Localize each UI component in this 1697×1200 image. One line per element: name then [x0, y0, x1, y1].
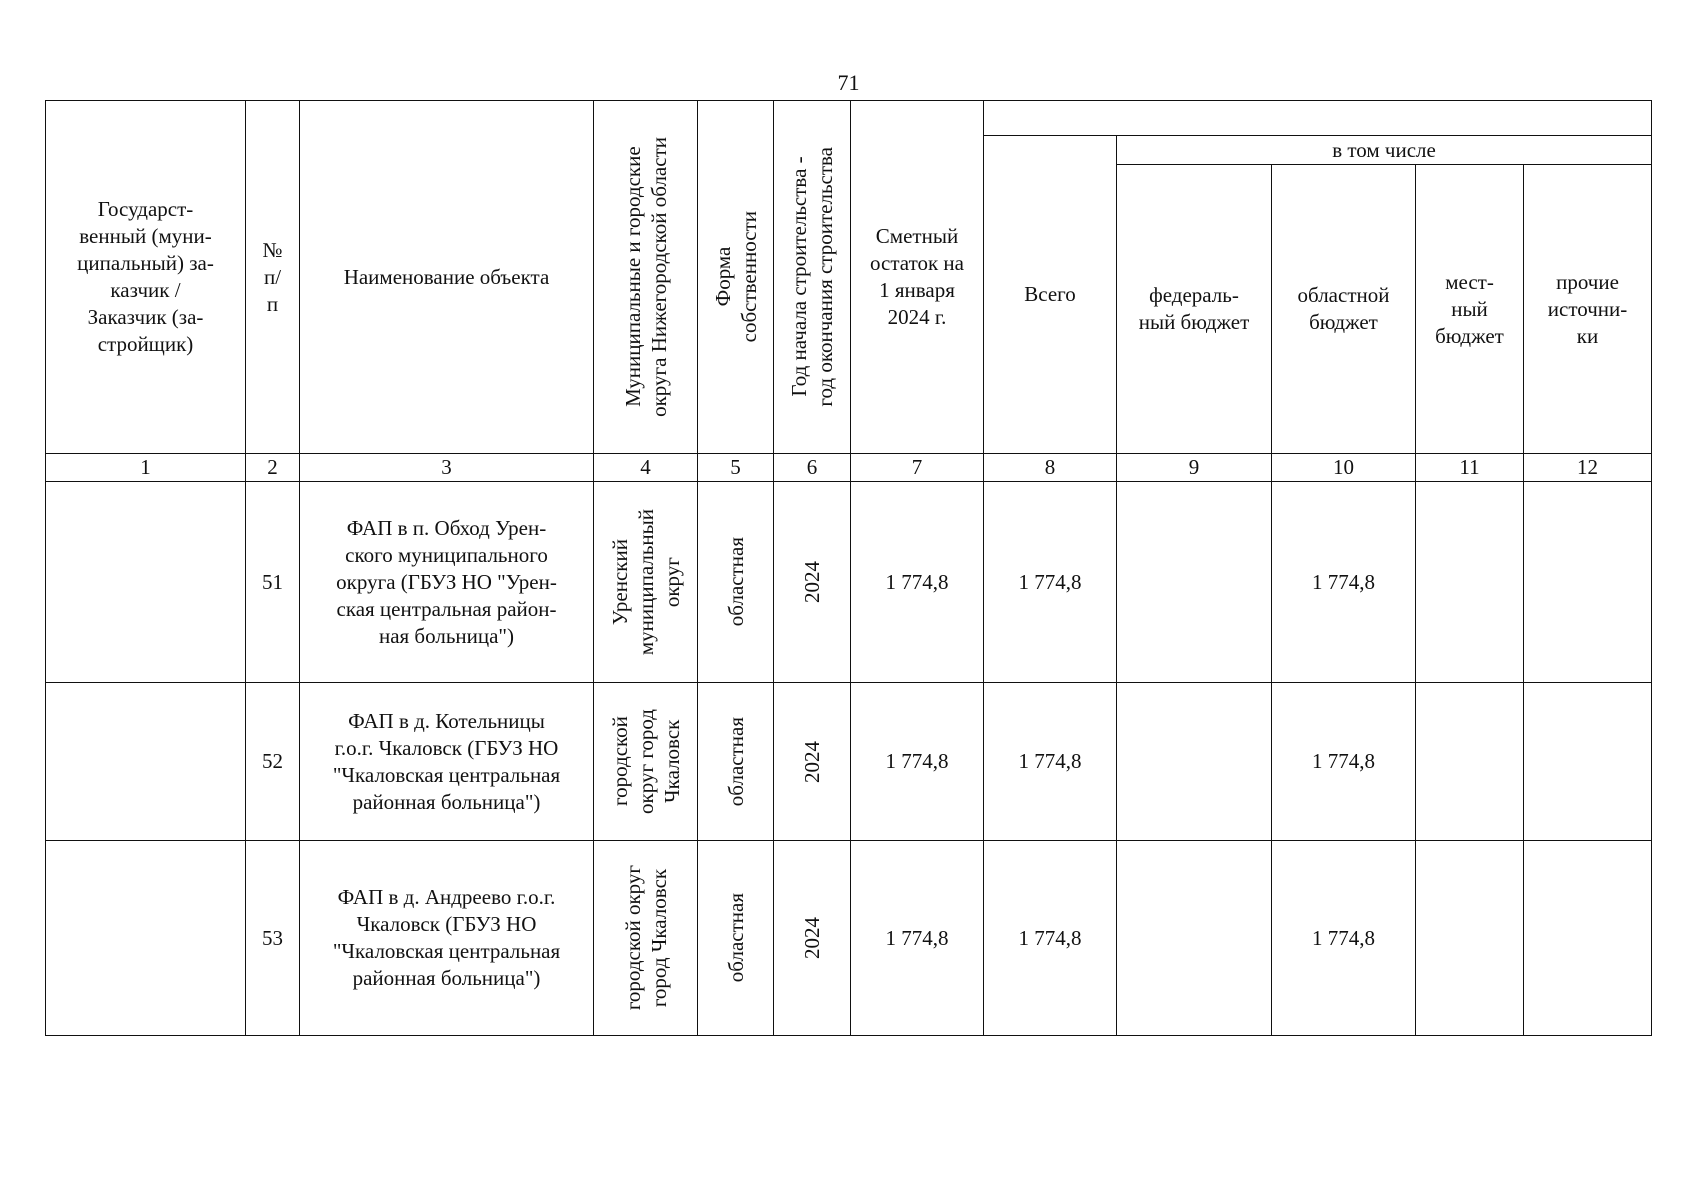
column-number: 3 — [300, 454, 594, 482]
header-including: в том числе — [1117, 136, 1652, 165]
cell-regional: 1 774,8 — [1272, 683, 1416, 841]
header-years-text: Год начала строительства - год окончания строительства — [787, 147, 837, 407]
cell-estimate: 1 774,8 — [851, 841, 984, 1036]
header-municipality — [594, 101, 698, 454]
header-total: Всего — [984, 136, 1117, 454]
page-number: 71 — [837, 70, 860, 95]
cell-municipality — [594, 841, 698, 1036]
cell-number: 51 — [246, 482, 300, 683]
cell-number: 52 — [246, 683, 300, 841]
header-federal: федераль- ный бюджет — [1117, 165, 1272, 454]
cell-object-name: ФАП в п. Обход Урен- ского муниципального округа (ГБУЗ НО "Урен- ская центральная район- ная больница") — [300, 482, 594, 683]
cell-customer — [46, 683, 246, 841]
column-number: 11 — [1416, 454, 1524, 482]
cell-years-text: 2024 — [800, 740, 824, 783]
cell-years — [774, 683, 851, 841]
header-top-blank — [984, 101, 1652, 136]
cell-estimate: 1 774,8 — [851, 482, 984, 683]
table-row — [46, 683, 1652, 841]
cell-other — [1524, 841, 1652, 1036]
column-number-row — [46, 454, 1652, 482]
cell-number: 53 — [246, 841, 300, 1036]
cell-years — [774, 482, 851, 683]
header-other: прочие источни- ки — [1524, 165, 1652, 454]
cell-customer — [46, 841, 246, 1036]
cell-total: 1 774,8 — [984, 482, 1117, 683]
header-regional: областной бюджет — [1272, 165, 1416, 454]
table-row — [46, 482, 1652, 683]
header-object-name: Наименование объекта — [300, 101, 594, 454]
cell-ownership-text: областная — [723, 716, 748, 807]
header-municipality-text: Муниципальные и городские округа Нижегородской области — [620, 137, 671, 417]
cell-years — [774, 841, 851, 1036]
header-years — [774, 101, 851, 454]
cell-municipality-text: городской округ город Чкаловск — [607, 709, 684, 814]
cell-years-text: 2024 — [800, 561, 824, 603]
header-ownership-text: Форма собственности — [710, 211, 761, 343]
cell-local — [1416, 482, 1524, 683]
cell-ownership-text: областная — [723, 893, 748, 983]
header-estimate: Сметный остаток на 1 января 2024 г. — [851, 101, 984, 454]
cell-customer — [46, 482, 246, 683]
column-number: 1 — [46, 454, 246, 482]
header-ownership — [698, 101, 774, 454]
cell-estimate: 1 774,8 — [851, 683, 984, 841]
cell-object-name: ФАП в д. Андреево г.о.г. Чкаловск (ГБУЗ НО "Чкаловская центральная районная больница") — [300, 841, 594, 1036]
cell-regional: 1 774,8 — [1272, 482, 1416, 683]
cell-ownership — [698, 841, 774, 1036]
construction-budget-table — [45, 100, 1652, 1036]
cell-object-name: ФАП в д. Котельницы г.о.г. Чкаловск (ГБУЗ НО "Чкаловская центральная районная больница") — [300, 683, 594, 841]
cell-local — [1416, 841, 1524, 1036]
cell-ownership — [698, 683, 774, 841]
cell-federal — [1117, 482, 1272, 683]
column-number: 10 — [1272, 454, 1416, 482]
column-number: 8 — [984, 454, 1117, 482]
column-number: 2 — [246, 454, 300, 482]
cell-local — [1416, 683, 1524, 841]
column-number: 4 — [594, 454, 698, 482]
cell-municipality — [594, 683, 698, 841]
column-number: 7 — [851, 454, 984, 482]
cell-total: 1 774,8 — [984, 841, 1117, 1036]
cell-municipality — [594, 482, 698, 683]
column-number: 12 — [1524, 454, 1652, 482]
column-number: 5 — [698, 454, 774, 482]
cell-federal — [1117, 683, 1272, 841]
column-number: 9 — [1117, 454, 1272, 482]
cell-ownership-text: областная — [723, 537, 748, 627]
cell-regional: 1 774,8 — [1272, 841, 1416, 1036]
table-row — [46, 841, 1652, 1036]
cell-municipality-text: Уренский муниципальный округ — [607, 508, 684, 656]
cell-other — [1524, 683, 1652, 841]
column-number: 6 — [774, 454, 851, 482]
header-customer: Государст- венный (муни- ципальный) за- казчик / Заказчик (за- стройщик) — [46, 101, 246, 454]
header-row-top — [46, 101, 1652, 136]
cell-years-text: 2024 — [800, 917, 824, 959]
cell-federal — [1117, 841, 1272, 1036]
cell-ownership — [698, 482, 774, 683]
header-local: мест- ный бюджет — [1416, 165, 1524, 454]
cell-municipality-text: городской округ город Чкаловск — [620, 865, 671, 1011]
cell-other — [1524, 482, 1652, 683]
header-number: № п/ п — [246, 101, 300, 454]
cell-total: 1 774,8 — [984, 683, 1117, 841]
